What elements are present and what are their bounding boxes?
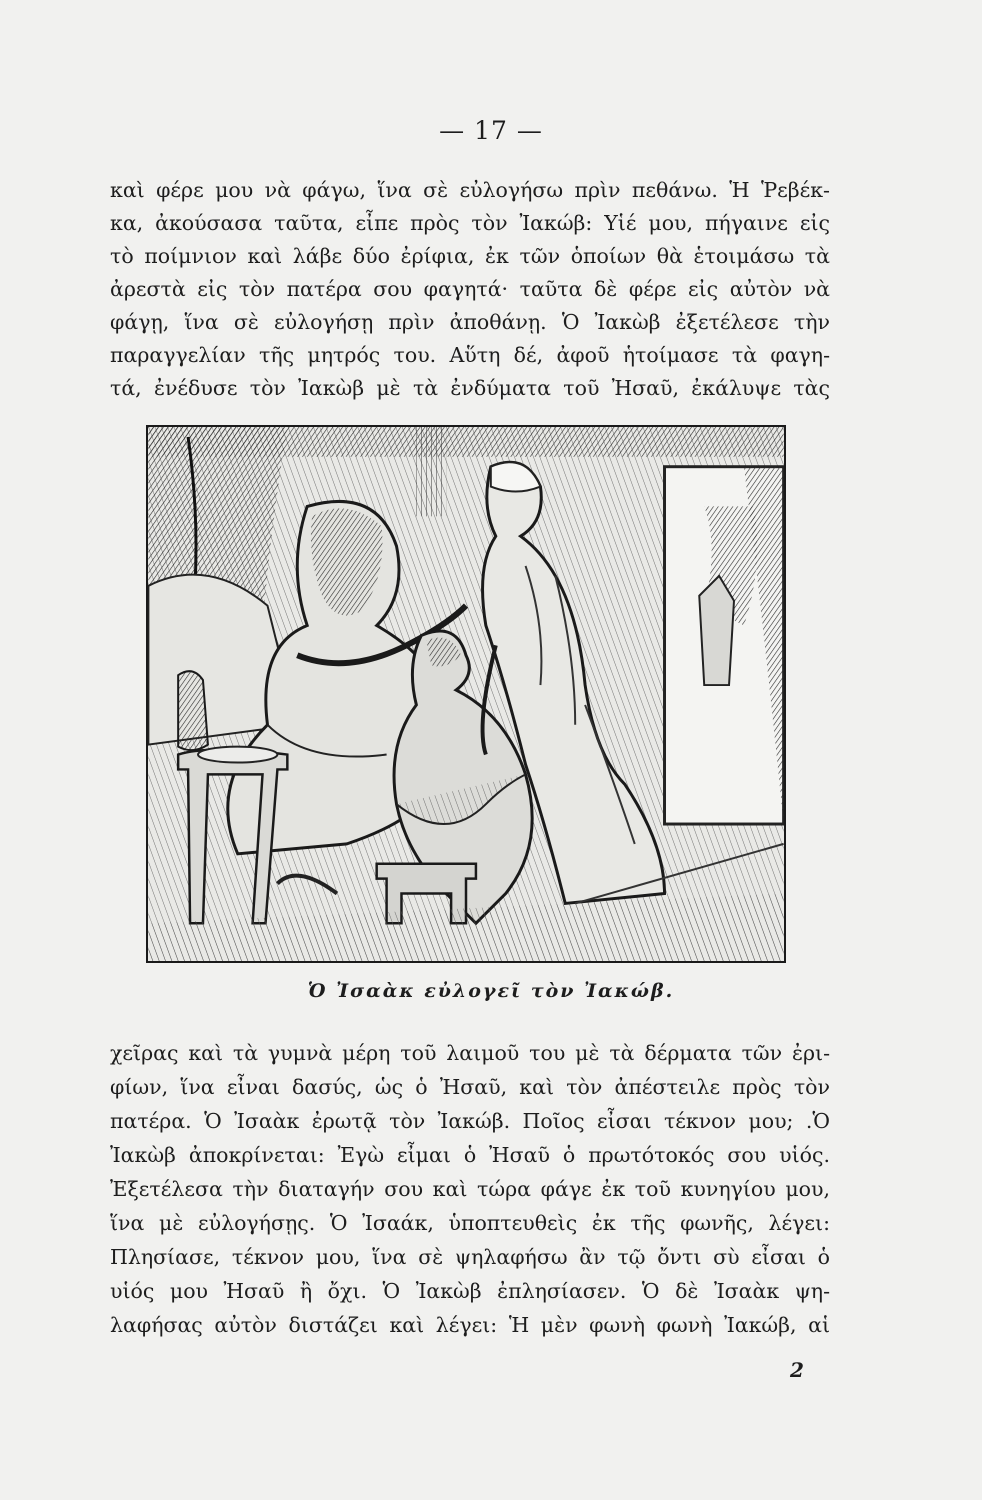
- text-line: πατέρα. Ὁ Ἰσαὰκ ἐρωτᾷ τὸν Ἰακώβ. Ποῖος εἶσαι τέκνον μου; .Ὁ: [110, 1109, 830, 1133]
- page-number: — 17 —: [439, 116, 543, 145]
- text-line: Ἐξετέλεσα τὴν διαταγήν σου καὶ τώρα φάγε ἐκ τοῦ κυνηγίου μου,: [110, 1177, 830, 1201]
- text-line: ἀρεστὰ εἰς τὸν πατέρα σου φαγητά· ταῦτα δὲ φέρε εἰς αὐτὸν νὰ: [110, 277, 830, 301]
- paragraph-bottom: [110, 1036, 830, 1342]
- paragraph-top: [110, 174, 830, 405]
- text-line: υἱός μου Ἠσαῦ ἢ ὄχι. Ὁ Ἰακὼβ ἐπλησίασεν. Ὁ δὲ Ἰσαὰκ ψη-: [110, 1279, 830, 1303]
- text-line: καὶ φέρε μου νὰ φάγω, ἵνα σὲ εὐλογήσω πρὶν πεθάνω. Ἡ Ῥεβέκ-: [110, 178, 830, 202]
- text-line: φίων, ἵνα εἶναι δασύς, ὡς ὁ Ἠσαῦ, καὶ τὸν ἀπέστειλε πρὸς τὸν: [110, 1075, 830, 1099]
- sheet-signature-mark: 2: [790, 1358, 804, 1382]
- figure-caption: Ὁ Ἰσαὰκ εὐλογεῖ τὸν Ἰακώβ.: [307, 980, 675, 1002]
- text-line: Ἰακὼβ ἀποκρίνεται: Ἐγὼ εἶμαι ὁ Ἠσαῦ ὁ πρωτότοκός σου υἱός.: [110, 1143, 830, 1167]
- text-line: λαφήσας αὐτὸν διστάζει καὶ λέγει: Ἡ μὲν φωνὴ φωνὴ Ἰακώβ, αἱ: [110, 1313, 830, 1337]
- text-line: Πλησίασε, τέκνον μου, ἵνα σὲ ψηλαφήσω ἂν τῷ ὄντι σὺ εἶσαι ὁ: [110, 1245, 830, 1269]
- text-line: τά, ἐνέδυσε τὸν Ἰακὼβ μὲ τὰ ἐνδύματα τοῦ Ἠσαῦ, ἐκάλυψε τὰς: [110, 376, 830, 400]
- text-line: ἵνα μὲ εὐλογήσῃς. Ὁ Ἰσαάκ, ὑποπτευθεὶς ἐκ τῆς φωνῆς, λέγει:: [110, 1211, 830, 1235]
- engraving-drawing: [148, 427, 784, 961]
- text-line: παραγγελίαν τῆς μητρός του. Αὕτη δέ, ἀφοῦ ἡτοίμασε τὰ φαγη-: [110, 343, 830, 367]
- text-line: χεῖρας καὶ τὰ γυμνὰ μέρη τοῦ λαιμοῦ του μὲ τὰ δέρματα τῶν ἐρι-: [110, 1041, 830, 1065]
- text-line: τὸ ποίμνιον καὶ λάβε δύο ἐρίφια, ἐκ τῶν ὁποίων θὰ ἑτοιμάσω τὰ: [110, 244, 830, 268]
- text-line: φάγῃ, ἵνα σὲ εὐλογήσῃ πρὶν ἀποθάνῃ. Ὁ Ἰακὼβ ἐξετέλεσε τὴν: [110, 310, 830, 334]
- text-line: κα, ἀκούσασα ταῦτα, εἶπε πρὸς τὸν Ἰακώβ: Υἱέ μου, πήγαινε εἰς: [110, 211, 830, 235]
- engraving-illustration: [146, 425, 786, 963]
